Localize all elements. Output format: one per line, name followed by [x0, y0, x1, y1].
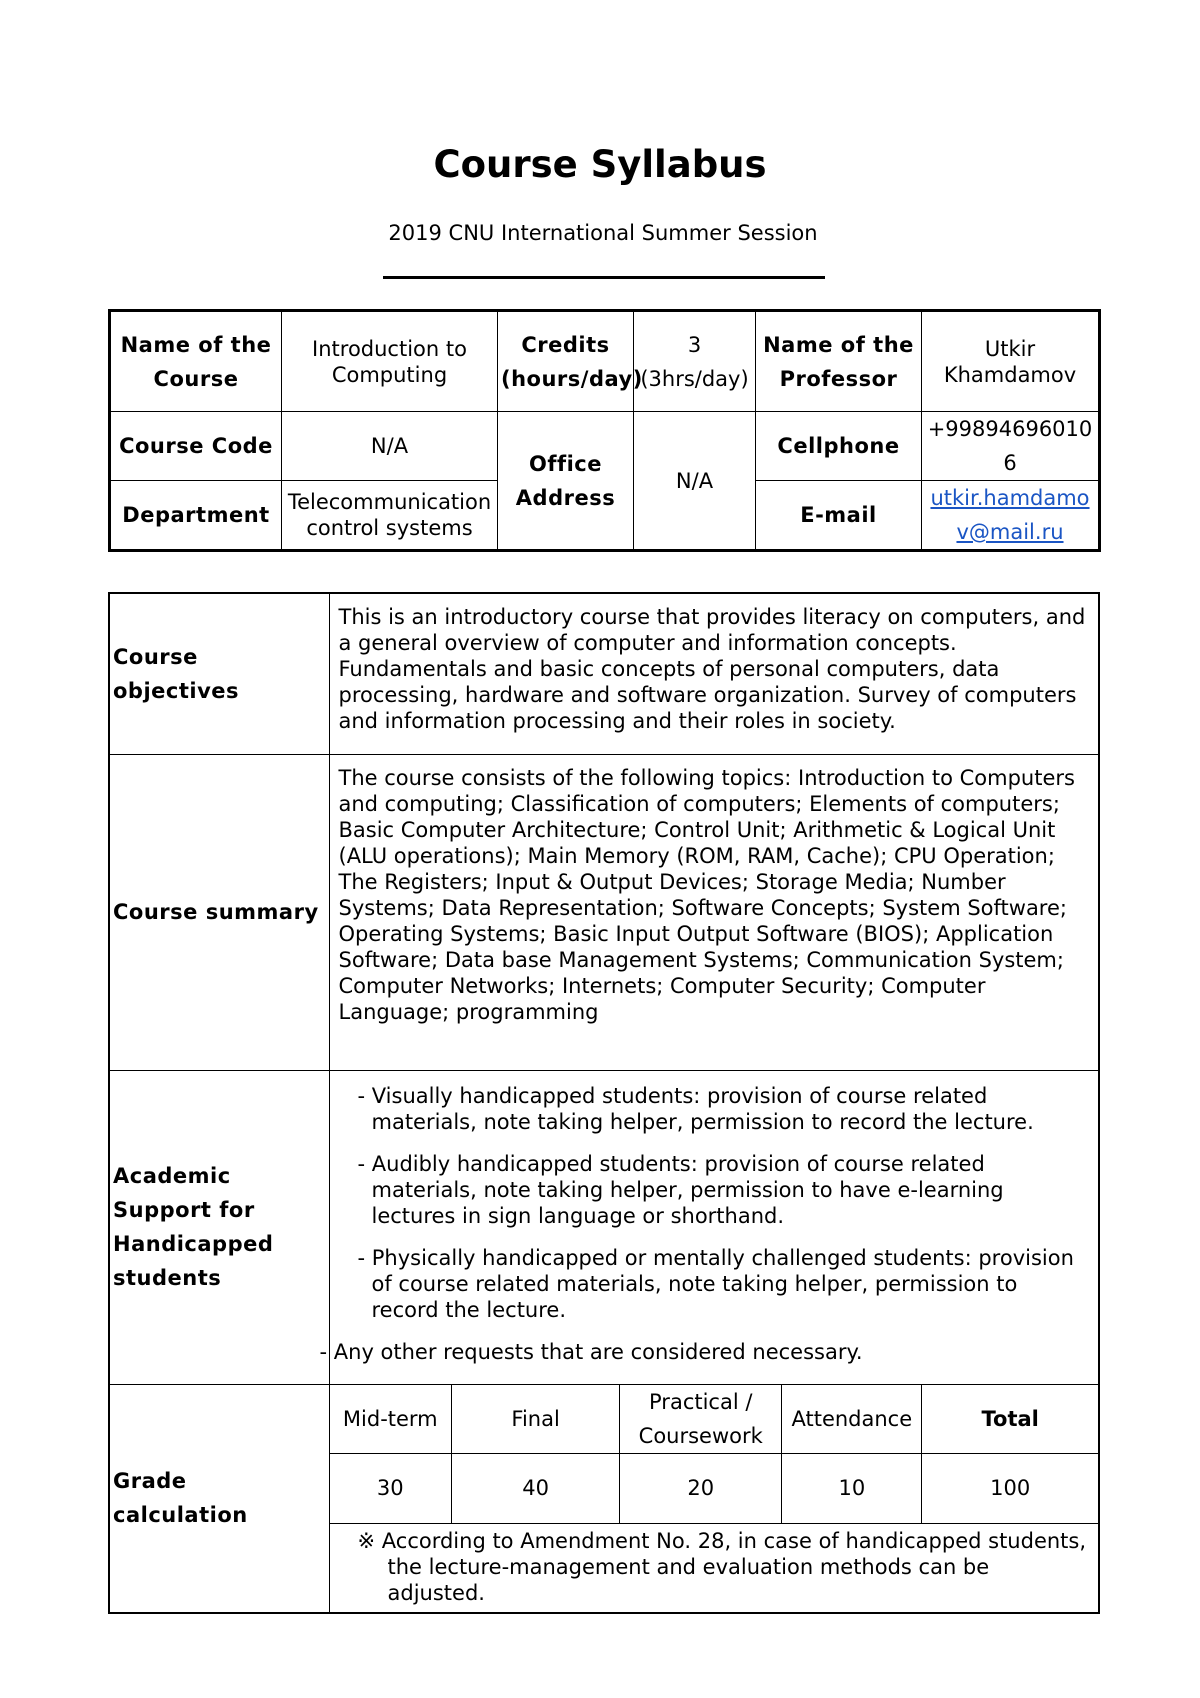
session-subtitle: 2019 CNU International Summer Session: [388, 221, 818, 245]
office-label: Office Address: [498, 412, 634, 551]
email-label: E-mail: [756, 481, 922, 551]
department-label: Department: [110, 481, 282, 551]
grade-value-midterm: 30: [330, 1453, 452, 1523]
professor-value: Utkir Khamdamov: [922, 311, 1100, 412]
subtitle-underline: [383, 276, 825, 279]
support-list: [344, 1083, 1091, 1323]
cellphone-value: +998946960106: [922, 412, 1100, 481]
office-value: N/A: [634, 412, 756, 551]
grade-header-midterm: Mid-term: [330, 1385, 452, 1454]
grade-header-total: Total: [922, 1385, 1098, 1454]
email-link[interactable]: utkir.hamdamov@mail.ru: [930, 486, 1090, 544]
credits-value: 3 (3hrs/day): [634, 311, 756, 412]
grade-header-final: Final: [452, 1385, 620, 1454]
professor-label: Name of the Professor: [756, 311, 922, 412]
support-content: [329, 1070, 1099, 1384]
support-label: Academic Support for Handicapped students: [109, 1070, 329, 1384]
summary-label: Course summary: [109, 754, 329, 1070]
course-details-table: [108, 592, 1100, 1614]
objectives-label: Course objectives: [109, 593, 329, 754]
cellphone-label: Cellphone: [756, 412, 922, 481]
department-value: Telecommunication control systems: [282, 481, 498, 551]
course-code-value: N/A: [282, 412, 498, 481]
course-code-label: Course Code: [110, 412, 282, 481]
support-item: - Physically handicapped or mentally challenged students: provision of course related materials, note taking helper, permission to record the lecture.: [344, 1245, 1091, 1323]
grade-value-total: 100: [922, 1453, 1098, 1523]
page-title: Course Syllabus: [433, 143, 767, 186]
grade-header-attendance: Attendance: [782, 1385, 922, 1454]
objectives-text: This is an introductory course that provides literacy on computers, and a general overview of computer and information concepts. Fundamentals and basic concepts of personal computers, data processing, hardware and software organization. Survey of computers and information processing and their roles in society.: [329, 593, 1099, 754]
grade-header-practical: Practical / Coursework: [620, 1385, 782, 1454]
course-info-table: [108, 309, 1101, 552]
summary-text: The course consists of the following topics: Introduction to Computers and computing; Classification of computers; Elements of computers; Basic Computer Architecture; Control Unit; Arithmetic & Logical Unit (ALU operations); Main Memory (ROM, RAM, Cache); CPU Operation; The Registers; Input & Output Devices; Storage Media; Number Systems; Data Representation; Software Concepts; System Software; Operating Systems; Basic Input Output Software (BIOS); Application Software; Data base Management Systems; Communication System; Computer Networks; Internets; Computer Security; Computer Language; programming: [329, 754, 1099, 1070]
course-name-label: Name of the Course: [110, 311, 282, 412]
grade-value-final: 40: [452, 1453, 620, 1523]
grade-value-practical: 20: [620, 1453, 782, 1523]
support-item: - Audibly handicapped students: provision of course related materials, note taking helper, permission to have e-learning lectures in sign language or shorthand.: [344, 1151, 1091, 1229]
course-name-value: Introduction to Computing: [282, 311, 498, 412]
support-extra: - Any other requests that are considered necessary.: [320, 1339, 1091, 1365]
grade-note-text: ※ According to Amendment No. 28, in case of handicapped students, the lecture-management and evaluation methods can be adjusted.: [357, 1528, 1087, 1605]
grade-table: [330, 1385, 1099, 1524]
grade-note: [330, 1524, 1099, 1612]
support-item: - Visually handicapped students: provision of course related materials, note taking helper, permission to record the lecture.: [344, 1083, 1091, 1135]
grade-label: Grade calculation: [109, 1384, 329, 1613]
grade-content: [329, 1384, 1099, 1613]
grade-value-attendance: 10: [782, 1453, 922, 1523]
credits-label: Credits (hours/day): [498, 311, 634, 412]
